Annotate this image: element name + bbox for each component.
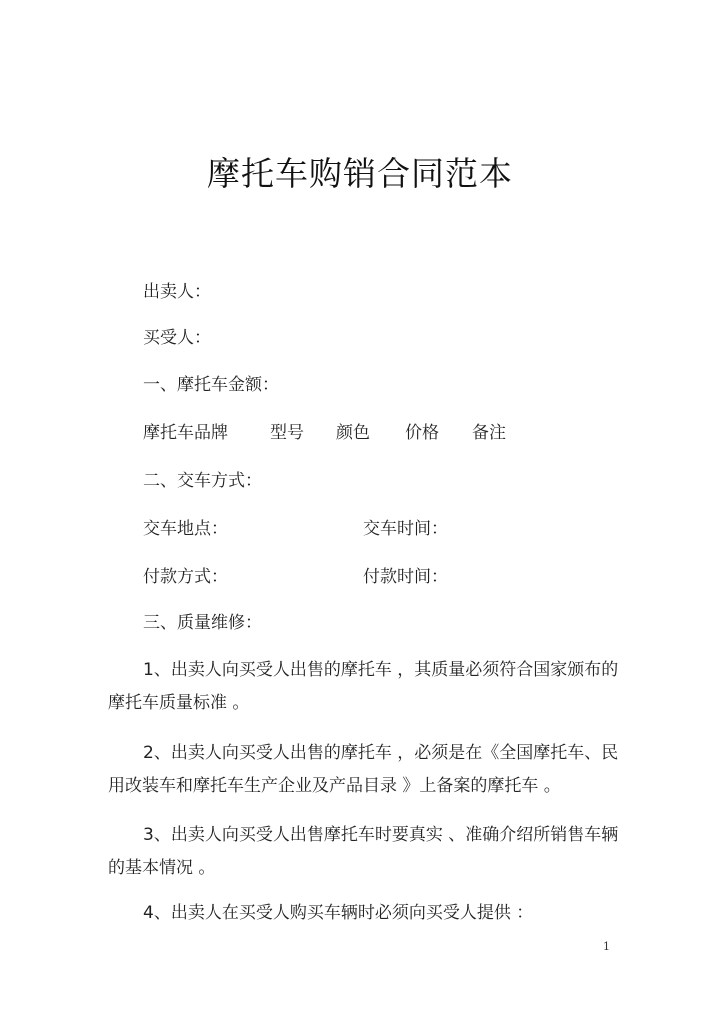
column-model: 型号 — [270, 423, 304, 443]
section3-heading: 三、质量维修： — [143, 613, 262, 633]
column-brand: 摩托车品牌 — [143, 423, 228, 443]
column-remarks: 备注 — [472, 423, 506, 443]
page-number: 1 — [603, 940, 610, 953]
payment-time-label: 付款时间： — [363, 567, 448, 587]
clause-3-line-2: 的基本情况 。 — [108, 858, 216, 878]
clause-3-line-1: 3、出卖人向买受人出售摩托车时要真实 、准确介绍所销售车辆 — [143, 825, 619, 845]
delivery-place-label: 交车地点： — [143, 519, 228, 539]
seller-label: 出卖人： — [143, 282, 211, 302]
clause-1-line-1: 1、出卖人向买受人出售的摩托车 ，其质量必须符合国家颁布的 — [143, 660, 619, 680]
section1-heading: 一、摩托车金额： — [143, 375, 279, 395]
clause-2-line-1: 2、出卖人向买受人出售的摩托车 ，必须是在《全国摩托车、民 — [143, 743, 619, 763]
column-color: 颜色 — [336, 423, 370, 443]
clause-1-line-2: 摩托车质量标准 。 — [108, 693, 250, 713]
delivery-time-label: 交车时间： — [363, 519, 448, 539]
clause-4-line-1: 4、出卖人在买受人购买车辆时必须向买受人提供 ： — [143, 903, 534, 923]
section2-heading: 二、交车方式： — [143, 471, 262, 491]
clause-2-line-2: 用改装车和摩托车生产企业及产品目录 》上备案的摩托车 。 — [108, 776, 561, 796]
document-title: 摩托车购销合同范本 — [207, 154, 513, 193]
payment-method-label: 付款方式： — [143, 567, 228, 587]
column-price: 价格 — [405, 423, 439, 443]
buyer-label: 买受人： — [143, 328, 211, 348]
